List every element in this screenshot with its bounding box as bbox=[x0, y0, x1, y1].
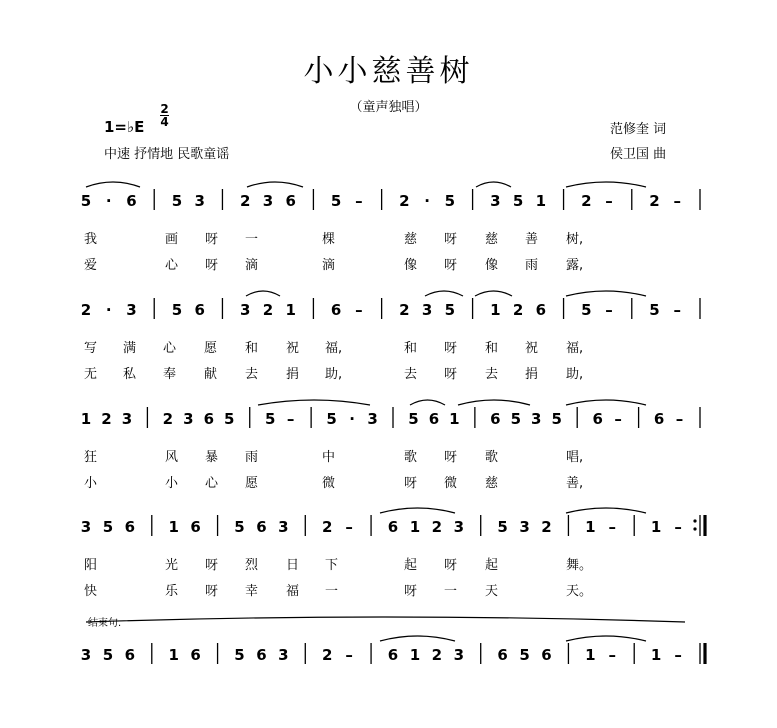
note: 2 bbox=[581, 192, 592, 210]
lyric-char: 起 bbox=[485, 558, 499, 573]
note: 6 bbox=[541, 646, 552, 664]
note: 1 bbox=[409, 646, 421, 664]
dot-marker: · bbox=[349, 410, 355, 428]
note: 5 bbox=[326, 410, 337, 428]
note: 5 bbox=[444, 301, 456, 319]
dot-marker: · bbox=[105, 301, 112, 319]
lyric-char: 一 bbox=[325, 584, 339, 599]
slur-arc bbox=[247, 182, 303, 187]
note: 5 bbox=[330, 192, 342, 210]
note: 1 bbox=[585, 646, 596, 664]
slur-arc bbox=[86, 617, 685, 622]
lyric-char: 雨 bbox=[525, 258, 539, 273]
dash-note: – bbox=[345, 646, 353, 664]
note: 5 bbox=[649, 301, 660, 319]
note: 2 bbox=[162, 410, 174, 428]
lyric-char: 捐 bbox=[525, 367, 539, 382]
note: 6 bbox=[535, 301, 547, 319]
lyric-char: 小 bbox=[84, 476, 98, 491]
slur-arc bbox=[566, 508, 646, 513]
song-title: 小小慈善树 bbox=[303, 54, 474, 89]
lyric-char: 雨 bbox=[245, 450, 259, 465]
time-denominator: 4 bbox=[160, 115, 169, 129]
note: 2 bbox=[431, 646, 443, 664]
slur-arc bbox=[566, 182, 646, 187]
slur-arc bbox=[458, 400, 530, 405]
note: 6 bbox=[190, 646, 201, 664]
lyric-char: 狂 bbox=[84, 450, 98, 465]
dash-note: – bbox=[675, 410, 684, 428]
note: 6 bbox=[387, 646, 399, 664]
key-signature: 1=♭E bbox=[104, 118, 145, 136]
note: 1 bbox=[650, 646, 662, 664]
lyric-char: 和 bbox=[245, 341, 259, 356]
note: 5 bbox=[171, 301, 183, 319]
note: 3 bbox=[367, 410, 378, 428]
lyric-char: 慈 bbox=[404, 232, 418, 247]
note: 6 bbox=[256, 518, 267, 536]
lyric-char: 天 bbox=[485, 584, 499, 599]
dot-marker: · bbox=[105, 192, 112, 210]
lyric-char: 一 bbox=[245, 232, 259, 247]
note: 1 bbox=[449, 410, 460, 428]
note: 5 bbox=[80, 192, 92, 210]
note: 5 bbox=[224, 410, 235, 428]
note: 5 bbox=[497, 518, 508, 536]
note: 1 bbox=[409, 518, 421, 536]
lyric-char: 日 bbox=[286, 558, 300, 573]
note: 2 bbox=[239, 192, 251, 210]
note: 2 bbox=[649, 192, 660, 210]
note: 3 bbox=[126, 301, 137, 319]
note: 6 bbox=[285, 192, 296, 210]
dot-marker: · bbox=[424, 192, 430, 210]
composer-credit: 侯卫国 曲 bbox=[610, 147, 667, 162]
lyric-char: 奉 bbox=[163, 367, 177, 382]
lyric-char: 阳 bbox=[84, 558, 98, 573]
note: 3 bbox=[519, 518, 530, 536]
note: 6 bbox=[194, 301, 205, 319]
note: 3 bbox=[453, 646, 465, 664]
lyric-char: 慈 bbox=[485, 476, 499, 491]
note: 1 bbox=[80, 410, 92, 428]
note: 3 bbox=[453, 518, 465, 536]
note: 5 bbox=[510, 410, 522, 428]
note: 5 bbox=[519, 646, 530, 664]
note: 6 bbox=[256, 646, 267, 664]
lyric-char: 呀 bbox=[444, 367, 458, 382]
note: 1 bbox=[168, 518, 179, 536]
note: 5 bbox=[102, 646, 114, 664]
dash-note: – bbox=[345, 518, 353, 536]
lyric-char: 呀 bbox=[444, 558, 458, 573]
lyric-char: 和 bbox=[485, 341, 499, 356]
note: 3 bbox=[421, 301, 433, 319]
note: 3 bbox=[531, 410, 542, 428]
note: 3 bbox=[183, 410, 194, 428]
note: 2 bbox=[399, 301, 410, 319]
lyric-char: 慈 bbox=[485, 232, 499, 247]
lyric-char: 我 bbox=[84, 232, 98, 247]
lyric-char: 呀 bbox=[444, 450, 458, 465]
note: 3 bbox=[80, 518, 92, 536]
note: 6 bbox=[124, 646, 136, 664]
lyric-char: 中 bbox=[322, 450, 336, 465]
note: 1 bbox=[650, 518, 662, 536]
lyric-char: 福 bbox=[286, 584, 300, 599]
lyric-char: 小 bbox=[165, 476, 179, 491]
lyricist-credit: 范修奎 词 bbox=[610, 122, 667, 137]
repeat-dot bbox=[693, 519, 696, 522]
note: 6 bbox=[387, 518, 399, 536]
ending-label: 结束句. bbox=[88, 618, 122, 629]
lyric-char: 歌 bbox=[404, 450, 418, 465]
dash-note: – bbox=[614, 410, 622, 428]
note: 6 bbox=[203, 410, 215, 428]
lyric-char: 起 bbox=[404, 558, 418, 573]
lyric-char: 烈 bbox=[245, 558, 259, 573]
lyric-char: 和 bbox=[404, 341, 418, 356]
note: 6 bbox=[190, 518, 201, 536]
lyric-char: 呀 bbox=[205, 584, 219, 599]
lyric-char: 助, bbox=[566, 367, 584, 382]
note: 3 bbox=[121, 410, 133, 428]
lyric-char: 唱, bbox=[566, 450, 584, 465]
lyric-char: 呀 bbox=[205, 258, 219, 273]
dash-note: – bbox=[673, 192, 682, 210]
note: 6 bbox=[124, 518, 136, 536]
lyric-char: 歌 bbox=[485, 450, 499, 465]
lyric-char: 去 bbox=[404, 367, 418, 382]
lyric-char: 心 bbox=[163, 341, 177, 356]
slur-arc bbox=[475, 291, 512, 296]
note: 5 bbox=[234, 518, 245, 536]
slur-arc bbox=[86, 182, 140, 187]
lyric-char: 呀 bbox=[205, 232, 219, 247]
slur-arc bbox=[566, 291, 646, 296]
note: 5 bbox=[102, 518, 114, 536]
note: 2 bbox=[80, 301, 92, 319]
lyric-char: 天。 bbox=[566, 584, 593, 599]
note: 6 bbox=[497, 646, 508, 664]
lyric-char: 福, bbox=[325, 341, 343, 356]
note: 2 bbox=[431, 518, 443, 536]
lyric-char: 树, bbox=[566, 232, 584, 247]
lyric-char: 去 bbox=[485, 367, 499, 382]
note: 2 bbox=[512, 301, 524, 319]
slur-arc bbox=[425, 291, 463, 296]
lyric-char: 愿 bbox=[245, 476, 259, 491]
dash-note: – bbox=[286, 410, 295, 428]
dash-note: – bbox=[605, 192, 613, 210]
lyric-char: 爱 bbox=[84, 258, 98, 273]
note: 5 bbox=[512, 192, 524, 210]
lyric-char: 幸 bbox=[245, 584, 259, 599]
note: 2 bbox=[101, 410, 112, 428]
note: 5 bbox=[581, 301, 592, 319]
note: 5 bbox=[444, 192, 456, 210]
note: 3 bbox=[80, 646, 92, 664]
lyric-char: 滴 bbox=[245, 258, 259, 273]
slur-arc bbox=[476, 182, 511, 187]
note: 1 bbox=[535, 192, 547, 210]
slur-arc bbox=[380, 636, 455, 641]
lyric-char: 一 bbox=[444, 584, 458, 599]
dash-note: – bbox=[674, 646, 682, 664]
slur-arc bbox=[380, 508, 455, 513]
lyric-char: 呀 bbox=[404, 476, 418, 491]
tempo-marking: 中速 抒情地 民歌童谣 bbox=[104, 147, 230, 162]
note: 3 bbox=[194, 192, 205, 210]
slur-arc bbox=[566, 636, 646, 641]
slur-arc bbox=[258, 400, 370, 405]
lyric-char: 呀 bbox=[205, 558, 219, 573]
lyric-char: 心 bbox=[165, 258, 179, 273]
dash-note: – bbox=[673, 301, 682, 319]
lyric-char: 呀 bbox=[444, 258, 458, 273]
note: 2 bbox=[541, 518, 552, 536]
song-subtitle: （童声独唱） bbox=[349, 100, 428, 115]
lyric-char: 去 bbox=[245, 367, 259, 382]
lyric-char: 无 bbox=[84, 367, 98, 382]
time-numerator: 2 bbox=[160, 102, 169, 116]
note: 3 bbox=[278, 646, 289, 664]
note: 6 bbox=[490, 410, 501, 428]
lyric-char: 祝 bbox=[286, 341, 300, 356]
note: 2 bbox=[262, 301, 274, 319]
lyric-char: 棵 bbox=[322, 232, 336, 247]
dash-note: – bbox=[355, 192, 363, 210]
lyric-char: 像 bbox=[404, 258, 418, 273]
note: 3 bbox=[262, 192, 274, 210]
lyric-char: 呀 bbox=[444, 232, 458, 247]
lyric-char: 风 bbox=[165, 450, 179, 465]
note: 6 bbox=[592, 410, 603, 428]
note: 6 bbox=[330, 301, 342, 319]
lyric-char: 捐 bbox=[286, 367, 300, 382]
lyric-char: 写 bbox=[84, 341, 98, 356]
lyric-char: 呀 bbox=[404, 584, 418, 599]
lyric-char: 献 bbox=[204, 367, 218, 382]
lyric-char: 像 bbox=[485, 258, 499, 273]
lyric-char: 光 bbox=[165, 558, 179, 573]
slur-arc bbox=[566, 400, 646, 405]
dash-note: – bbox=[608, 646, 617, 664]
repeat-dot bbox=[693, 527, 696, 530]
lyric-char: 祝 bbox=[525, 341, 539, 356]
note: 5 bbox=[264, 410, 276, 428]
dash-note: – bbox=[355, 301, 363, 319]
note: 1 bbox=[168, 646, 179, 664]
lyric-char: 善, bbox=[566, 476, 584, 491]
lyric-char: 乐 bbox=[165, 584, 179, 599]
slur-arc bbox=[410, 400, 445, 405]
lyric-char: 下 bbox=[325, 558, 339, 573]
lyric-char: 愿 bbox=[204, 341, 218, 356]
note: 2 bbox=[321, 518, 333, 536]
lyric-char: 心 bbox=[205, 476, 219, 491]
lyric-char: 露, bbox=[566, 258, 584, 273]
lyric-char: 画 bbox=[165, 232, 179, 247]
note: 6 bbox=[428, 410, 440, 428]
note: 3 bbox=[490, 192, 501, 210]
note: 1 bbox=[285, 301, 296, 319]
note: 6 bbox=[653, 410, 665, 428]
slur-arc bbox=[246, 291, 280, 296]
note: 1 bbox=[585, 518, 596, 536]
note: 5 bbox=[408, 410, 419, 428]
note: 3 bbox=[278, 518, 289, 536]
lyric-char: 私 bbox=[123, 367, 137, 382]
note: 5 bbox=[551, 410, 562, 428]
lyric-char: 满 bbox=[123, 341, 137, 356]
lyric-char: 快 bbox=[84, 584, 98, 599]
lyric-char: 福, bbox=[566, 341, 584, 356]
lyric-char: 助, bbox=[325, 367, 343, 382]
lyric-char: 呀 bbox=[444, 341, 458, 356]
note: 1 bbox=[490, 301, 501, 319]
note: 5 bbox=[171, 192, 183, 210]
dash-note: – bbox=[674, 518, 682, 536]
dash-note: – bbox=[608, 518, 617, 536]
lyric-char: 善 bbox=[525, 232, 539, 247]
lyric-char: 滴 bbox=[322, 258, 336, 273]
note: 2 bbox=[321, 646, 333, 664]
dash-note: – bbox=[605, 301, 613, 319]
note: 2 bbox=[399, 192, 410, 210]
lyric-char: 微 bbox=[444, 476, 458, 491]
note: 5 bbox=[234, 646, 245, 664]
lyric-char: 舞。 bbox=[566, 558, 593, 573]
note: 3 bbox=[239, 301, 251, 319]
lyric-char: 微 bbox=[322, 476, 336, 491]
lyric-char: 暴 bbox=[205, 450, 219, 465]
note: 6 bbox=[126, 192, 137, 210]
